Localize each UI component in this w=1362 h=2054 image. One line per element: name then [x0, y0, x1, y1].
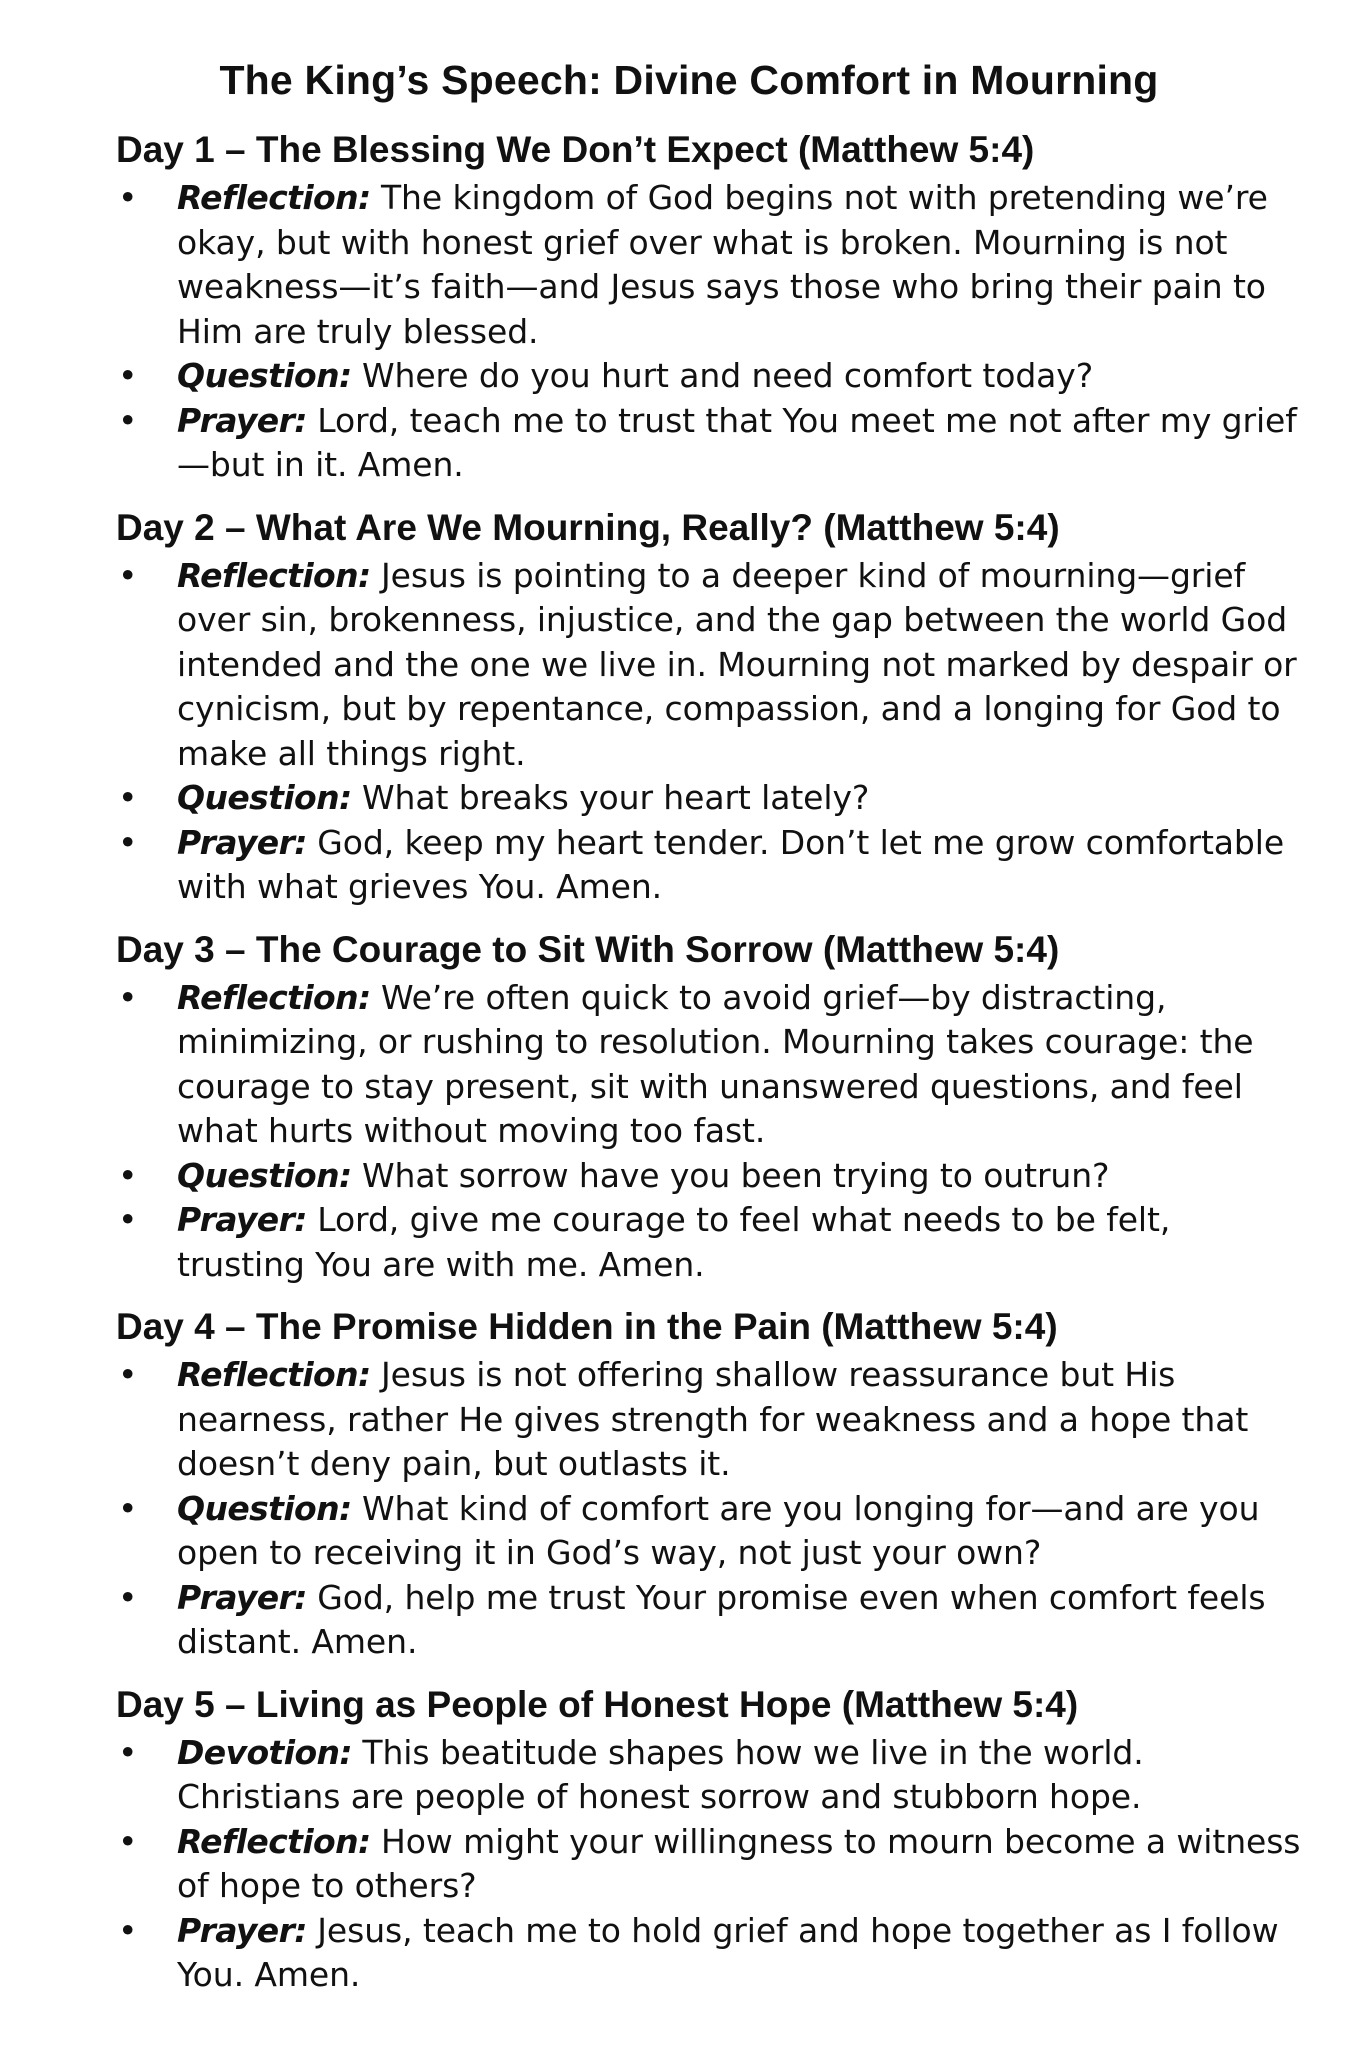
bullet-icon: • [118, 822, 138, 862]
day-section-2 [116, 504, 1302, 910]
bullet-icon: • [118, 178, 138, 217]
day-heading: Day 4 – The Promise Hidden in the Pain (Matthew 5:4) [116, 1306, 1058, 1347]
day-item-list [116, 176, 1302, 488]
day-section-4 [116, 1303, 1302, 1665]
bullet-icon: • [118, 1821, 138, 1861]
day-item-list [116, 1731, 1302, 1998]
item-text: This beatitude shapes how we live in the world. Christians are people of honest sorrow and stubborn hope. [177, 1732, 1144, 1816]
list-item [116, 976, 1302, 1154]
list-item [116, 1820, 1302, 1909]
item-text: Jesus is pointing to a deeper kind of mourning—grief over sin, brokenness, injustice, and the gap between the world God intended and the one we live in. Mourning not marked by despair or cynicism, but by repentance, compassion, and a longing for God to make all things right. [177, 555, 1297, 773]
list-item [116, 1487, 1302, 1576]
day-heading: Day 2 – What Are We Mourning, Really? (Matthew 5:4) [116, 506, 1060, 548]
item-label: Reflection: [177, 1821, 371, 1861]
item-text: Jesus is not offering shallow reassurance but His nearness, rather He gives strength for weakness and a hope that doesn’t deny pain, but outlasts it. [177, 1355, 1249, 1483]
bullet-icon: • [118, 356, 138, 395]
list-item [116, 354, 1302, 399]
item-text: How might your willingness to mourn become a witness of hope to others? [177, 1821, 1301, 1905]
item-label: Reflection: [177, 1355, 371, 1394]
bullet-icon: • [118, 1355, 138, 1394]
item-text: What kind of comfort are you longing for—and are you open to receiving it in God’s way, not just your own? [177, 1488, 1260, 1572]
item-label: Prayer: [177, 1577, 307, 1617]
item-text: What sorrow have you been trying to outrun? [351, 1155, 1110, 1195]
page-title: The King’s Speech: Divine Comfort in Mourning [219, 57, 1159, 103]
item-label: Prayer: [177, 822, 307, 862]
day-item-list [116, 554, 1302, 910]
item-label: Reflection: [177, 555, 371, 595]
list-item [116, 1576, 1302, 1665]
day-section-1 [116, 126, 1302, 488]
item-label: Question: [177, 1488, 352, 1528]
item-label: Question: [177, 356, 352, 395]
item-label: Prayer: [177, 1200, 307, 1239]
list-item [116, 554, 1302, 777]
list-item [116, 776, 1302, 821]
list-item [116, 176, 1302, 354]
bullet-icon: • [118, 1577, 138, 1617]
list-item [116, 1353, 1302, 1487]
day-item-list [116, 1353, 1302, 1665]
bullet-icon: • [118, 977, 138, 1017]
item-text: The kingdom of God begins not with pretending we’re okay, but with honest grief over what is broken. Mourning is not weakness—it’s faith—and Jesus says those who bring their pain to Him are truly blessed. [177, 178, 1268, 351]
item-text: Lord, give me courage to feel what needs to be felt, trusting You are with me. Amen. [177, 1200, 1171, 1284]
list-item [116, 821, 1302, 910]
list-item [116, 1731, 1302, 1820]
item-text: What breaks your heart lately? [351, 778, 870, 817]
day-heading: Day 5 – Living as People of Honest Hope (Matthew 5:4) [116, 1683, 1079, 1725]
item-label: Question: [177, 778, 352, 817]
bullet-icon: • [118, 400, 138, 440]
list-item [116, 1198, 1302, 1287]
item-text: Jesus, teach me to hold grief and hope together as I follow You. Amen. [177, 1910, 1279, 1994]
bullet-icon: • [118, 555, 138, 595]
bullet-icon: • [118, 1488, 138, 1528]
item-label: Prayer: [177, 400, 307, 440]
item-label: Reflection: [177, 178, 371, 217]
item-text: God, keep my heart tender. Don’t let me grow comfortable with what grieves You. Amen. [177, 822, 1285, 906]
list-item [116, 1154, 1302, 1199]
item-text: God, help me trust Your promise even when comfort feels distant. Amen. [177, 1577, 1266, 1661]
day-section-5 [116, 1681, 1302, 1998]
bullet-icon: • [118, 1732, 138, 1772]
item-text: Where do you hurt and need comfort today? [351, 356, 1094, 395]
bullet-icon: • [118, 1155, 138, 1195]
item-label: Reflection: [177, 977, 371, 1017]
list-item [116, 1909, 1302, 1998]
item-label: Prayer: [177, 1910, 307, 1950]
day-item-list [116, 976, 1302, 1288]
bullet-icon: • [118, 1200, 138, 1239]
item-text: We’re often quick to avoid grief—by distracting, minimizing, or rushing to resolution. Mourning takes courage: the courage to stay present, sit with unanswered questions, and feel what hurts without moving too fast. [177, 977, 1254, 1150]
bullet-icon: • [118, 1910, 138, 1950]
item-text: Lord, teach me to trust that You meet me not after my grief—but in it. Amen. [177, 400, 1297, 484]
day-heading: Day 1 – The Blessing We Don’t Expect (Matthew 5:4) [116, 129, 1035, 170]
day-heading: Day 3 – The Courage to Sit With Sorrow (Matthew 5:4) [116, 928, 1060, 970]
bullet-icon: • [118, 778, 138, 817]
item-label: Question: [177, 1155, 352, 1195]
list-item [116, 399, 1302, 488]
day-section-3 [116, 926, 1302, 1288]
item-label: Devotion: [177, 1732, 353, 1772]
